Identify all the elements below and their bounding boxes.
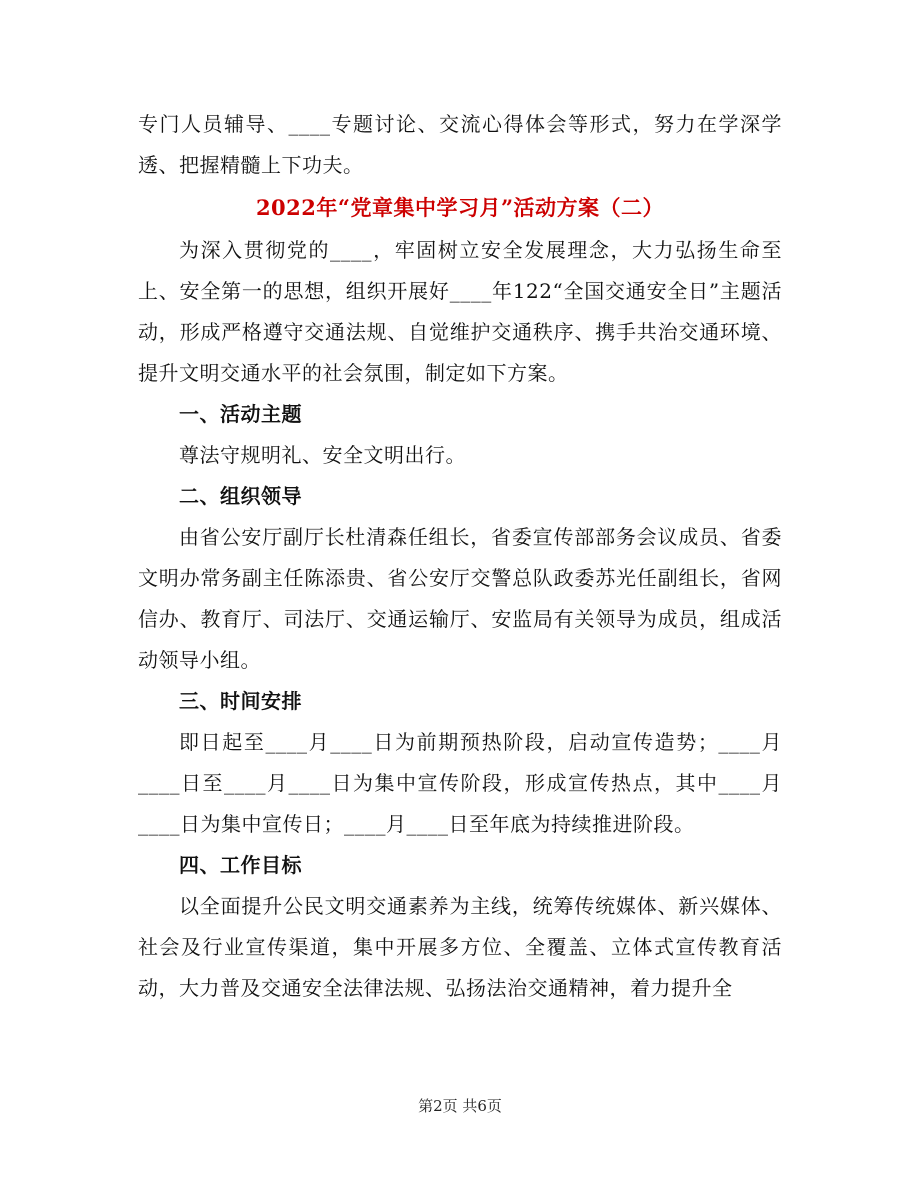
section-heading-schedule: 三、时间安排 bbox=[179, 689, 302, 713]
preamble-paragraph: 为深入贯彻党的____，牢固树立安全发展理念，大力弘扬生命至上、安全第一的思想，组织开展好____年122“全国交通安全日”主题活动，形成严格遵守交通法规、自觉维护交通秩序、携手共治交通环境、提升文明交通水平的社会氛围，制定如下方案。 bbox=[138, 238, 782, 385]
section-heading-theme: 一、活动主题 bbox=[179, 402, 302, 426]
document-body bbox=[138, 104, 782, 1009]
section-body-goals: 以全面提升公民文明交通素养为主线，统筹传统媒体、新兴媒体、社会及行业宣传渠道，集中开展多方位、全覆盖、立体式宣传教育活动，大力普及交通安全法律法规、弘扬法治交通精神，着力提升全 bbox=[138, 894, 782, 1000]
section-body-leadership: 由省公安厅副厅长杜清森任组长，省委宣传部部务会议成员、省委文明办常务副主任陈添贵、省公安厅交警总队政委苏光任副组长，省网信办、教育厅、司法厅、交通运输厅、安监局有关领导为成员，组成活动领导小组。 bbox=[138, 525, 782, 672]
section-heading-goals: 四、工作目标 bbox=[179, 853, 302, 877]
section-heading-leadership: 二、组织领导 bbox=[179, 484, 302, 508]
section-body-schedule: 即日起至____月____日为前期预热阶段，启动宣传造势；____月____日至____月____日为集中宣传阶段，形成宣传热点，其中____月____日为集中宣传日；____月____日至年底为持续推进阶段。 bbox=[138, 730, 782, 836]
intro-tail-paragraph: 专门人员辅导、____专题讨论、交流心得体会等形式，努力在学深学透、把握精髓上下功夫。 bbox=[138, 112, 782, 177]
page-number-footer: 第2页 共6页 bbox=[418, 1097, 502, 1115]
document-title: 2022年“党章集中学习月”活动方案（二） bbox=[255, 195, 665, 220]
section-body-theme: 尊法守规明礼、安全文明出行。 bbox=[179, 443, 466, 467]
